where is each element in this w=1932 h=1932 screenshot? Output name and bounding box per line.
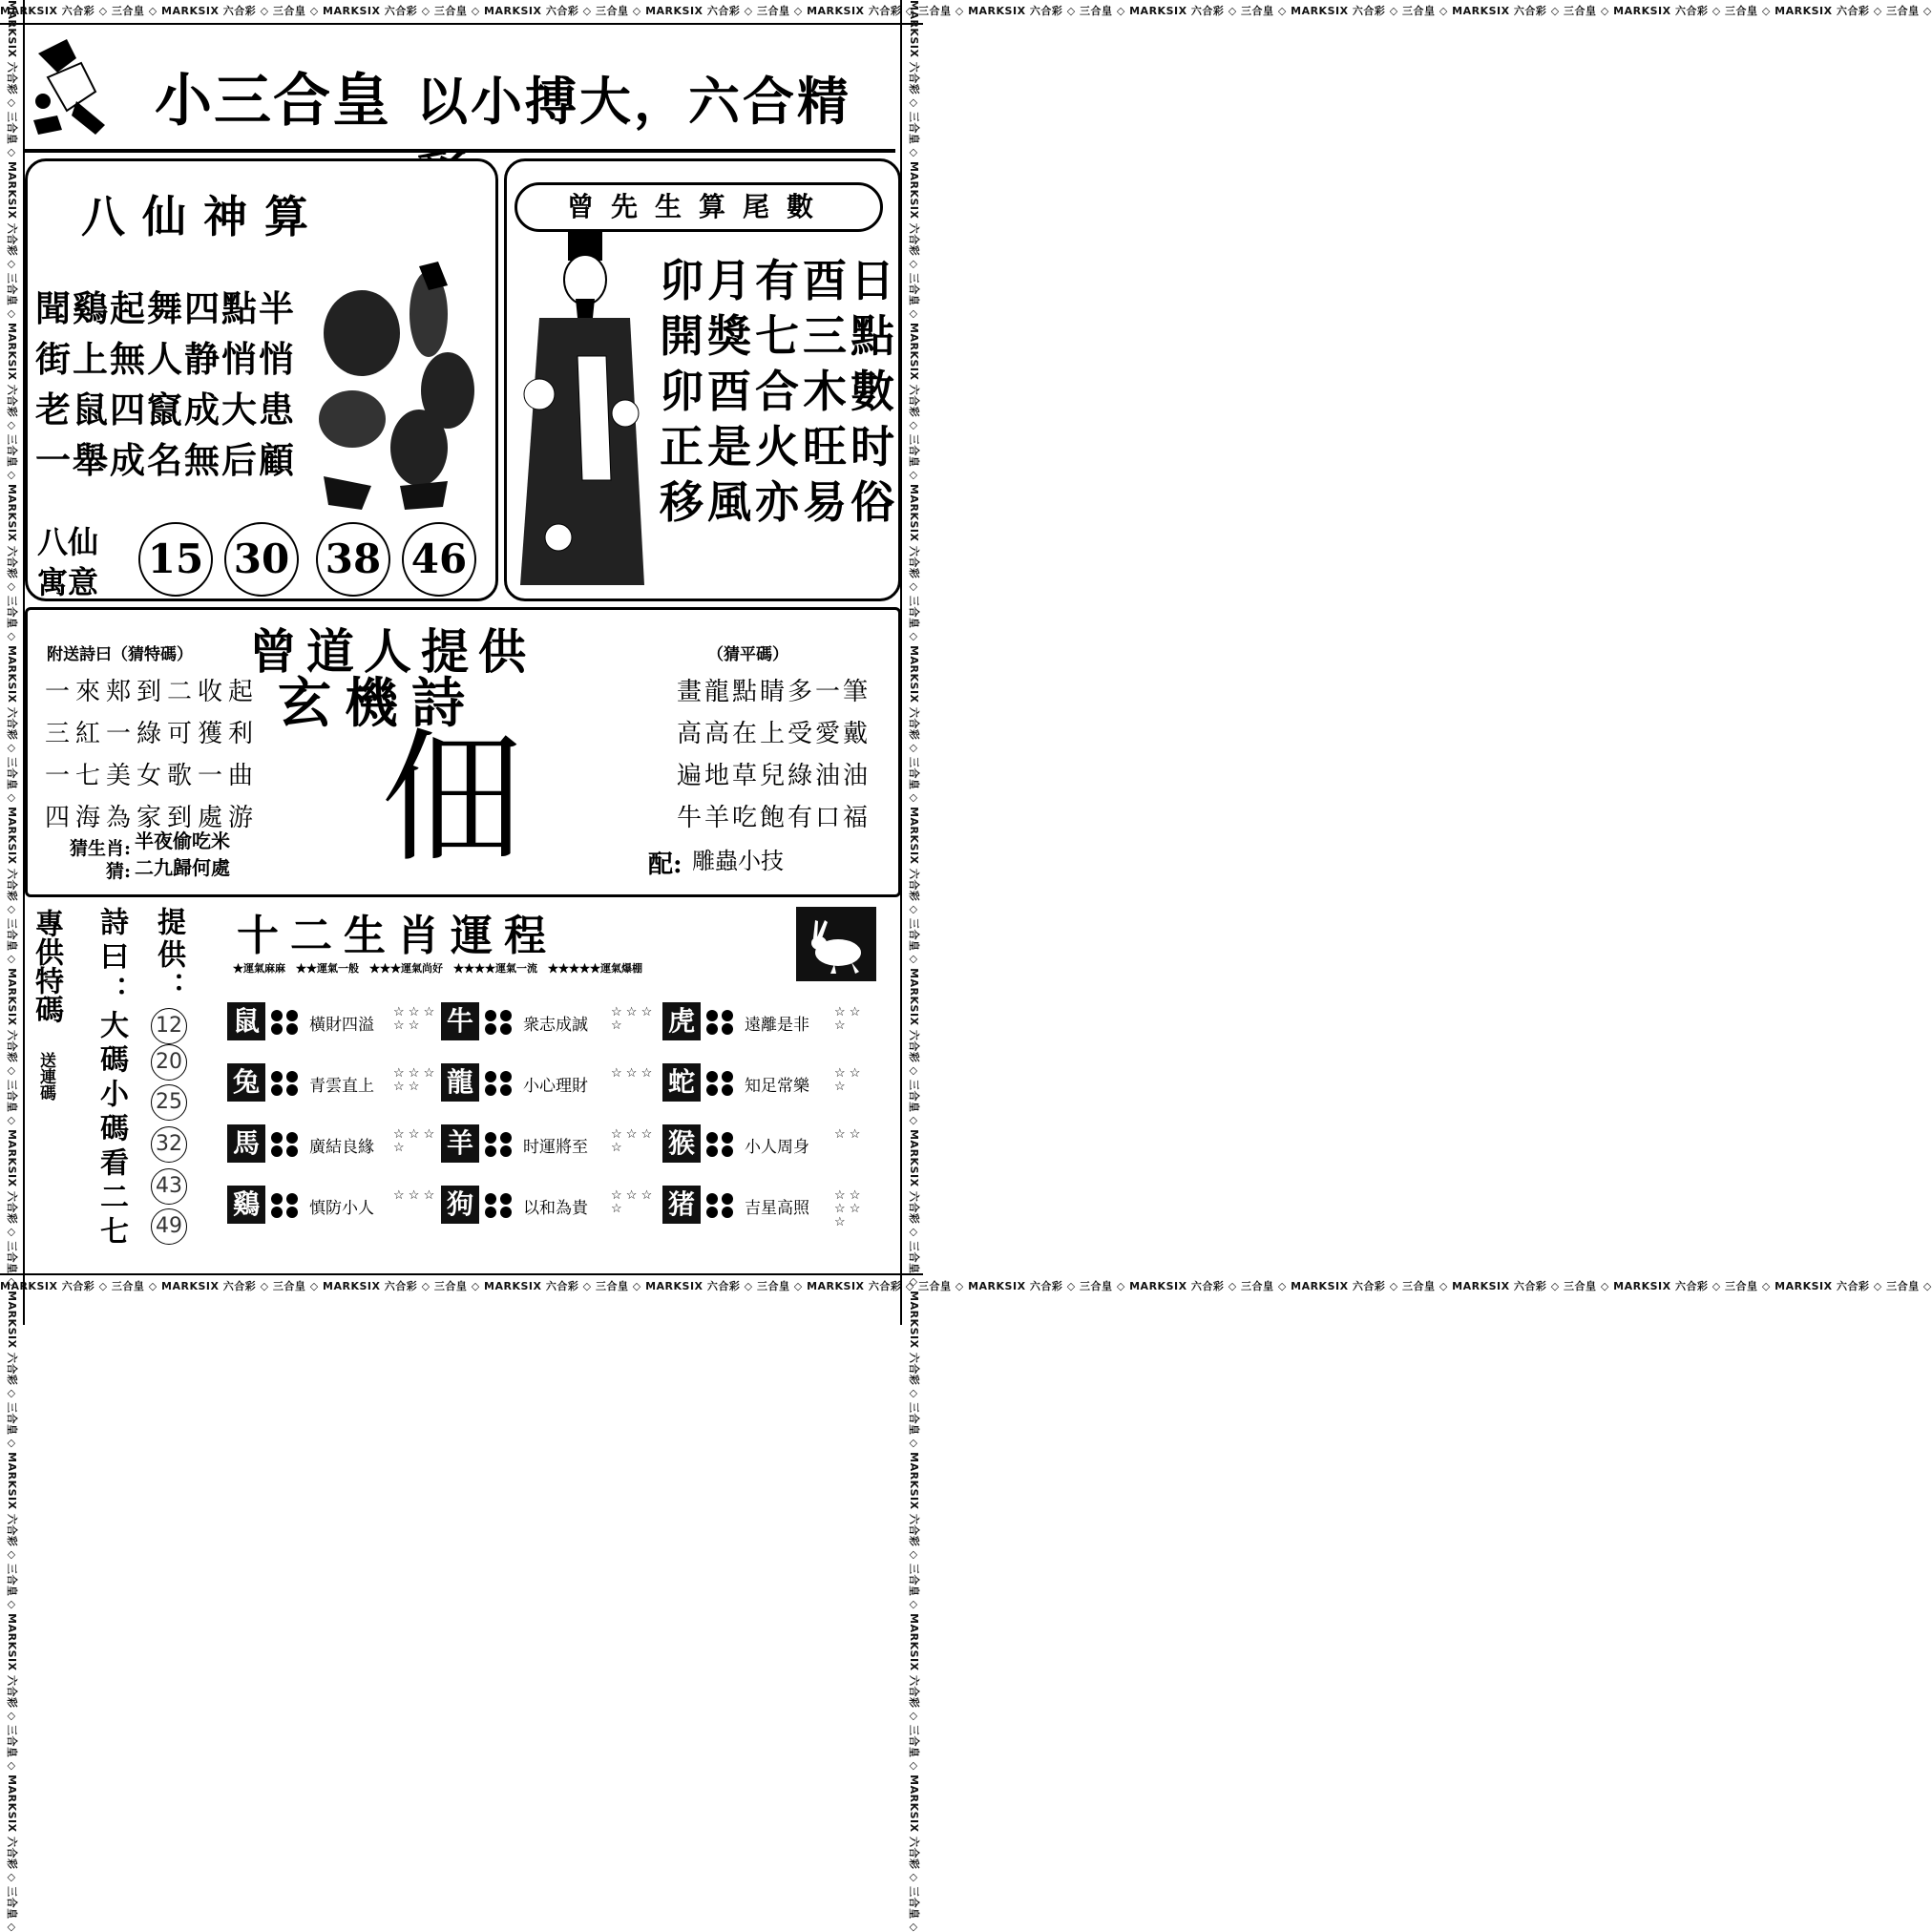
eight-immortals-illustration xyxy=(304,257,486,514)
code-number: 43 xyxy=(151,1168,187,1205)
rabbit-illustration xyxy=(796,907,876,981)
zodiac-animal: 虎 xyxy=(662,1002,701,1040)
star-rating: ☆ ☆ ☆ ☆ ☆ xyxy=(393,1066,435,1094)
guess-labels xyxy=(60,837,131,883)
poem-line: 移風亦易俗 xyxy=(660,476,898,528)
label-line: 寓意 xyxy=(37,564,99,600)
number-balls-icon xyxy=(483,1191,515,1220)
fortune-text: 青雲直上 xyxy=(309,1077,374,1096)
number-balls-icon xyxy=(483,1008,515,1037)
poem-line: 正是火旺时 xyxy=(660,421,898,472)
code-number: 12 xyxy=(151,1008,187,1044)
code-number: 20 xyxy=(151,1044,187,1081)
mid-heading-line1: 曾道人提供 xyxy=(249,624,536,680)
number-balls-icon xyxy=(704,1069,737,1098)
zodiac-animal: 牛 xyxy=(441,1002,479,1040)
poem-line: 畫龍點睛多一筆 xyxy=(677,678,872,706)
panel-title-pill: 曾先生算尾數 xyxy=(514,182,883,232)
match-text: 雕蟲小技 xyxy=(692,848,784,874)
lucky-number: 15 xyxy=(138,522,213,597)
fortune-text: 知足常樂 xyxy=(745,1077,809,1096)
fortune-text: 廣結良緣 xyxy=(309,1138,374,1157)
zodiac-animal: 猴 xyxy=(662,1124,701,1163)
special-code-label: 附送詩曰（猜特碼） xyxy=(47,645,193,664)
zodiac-animal: 狗 xyxy=(441,1186,479,1224)
poem-line: 一舉成名無后顧 xyxy=(35,439,296,481)
eight-immortals-panel xyxy=(25,158,498,601)
star-rating: ☆ ☆ ☆ ☆ xyxy=(611,1188,653,1216)
number-balls-icon xyxy=(483,1069,515,1098)
guess-text: 二九歸何處 xyxy=(135,856,230,879)
regular-code-poem xyxy=(677,671,871,839)
poem-line: 高高在上受愛戴 xyxy=(677,720,872,748)
number-balls-icon xyxy=(483,1130,515,1159)
zodiac-animal: 龍 xyxy=(441,1063,479,1102)
poem-line: 卯月有酉日 xyxy=(660,255,898,306)
poem-line: 街上無人静悄悄 xyxy=(35,338,296,380)
lucky-number: 46 xyxy=(402,522,476,597)
star-rating: ☆ ☆ ☆ ☆ ☆ xyxy=(393,1005,435,1033)
poem-line: 牛羊吃飽有口福 xyxy=(677,804,872,832)
lucky-number: 38 xyxy=(316,522,390,597)
poem-line: 三紅一綠可獲利 xyxy=(45,720,260,748)
guess-texts xyxy=(135,828,230,881)
zodiac-animal: 猪 xyxy=(662,1186,701,1224)
star-rating: ☆ ☆ ☆ xyxy=(611,1066,653,1081)
number-balls-icon xyxy=(704,1191,737,1220)
code-number: 49 xyxy=(151,1208,187,1245)
star-rating: ☆ ☆ ☆ ☆ ☆ xyxy=(834,1188,861,1229)
poem-line: 一七美女歌一曲 xyxy=(45,762,260,790)
mascot-illustration xyxy=(29,34,120,139)
zodiac-animal: 蛇 xyxy=(662,1063,701,1102)
poem-vertical: 詩曰：大碼小碼看二七 xyxy=(94,907,128,1250)
fortune-text: 时運將至 xyxy=(523,1138,588,1157)
top-border-strip: MARKSIX 六合彩 ◇ 三合皇 ◇ MARKSIX 六合彩 ◇ 三合皇 ◇ MARKSIX 六合彩 ◇ 三合皇 ◇ MARKSIX 六合彩 ◇ 三合皇 ◇ MARKSIX 六合彩 ◇ 三合皇 ◇ MARKSIX 六合彩 ◇ 三合皇 ◇ MARKSIX 六合彩 ◇ 三合皇 ◇ MARKSIX 六合彩 ◇ 三合皇 ◇ MARKSIX 六合彩 ◇ 三合皇 ◇ MARKSIX 六合彩 ◇ 三合皇 ◇ MARKSIX 六合彩 ◇ 三合皇 ◇ MARKSIX 六合彩 ◇ 三合皇 ◇ xyxy=(0,0,923,25)
provide-vertical: 提供： xyxy=(152,907,185,1004)
star-rating: ☆ ☆ ☆ xyxy=(834,1005,861,1033)
number-balls-icon xyxy=(269,1008,302,1037)
fortune-text: 小心理財 xyxy=(523,1077,588,1096)
poem-line: 卯酉合木數 xyxy=(660,366,898,417)
star-rating: ☆ ☆ xyxy=(834,1127,861,1142)
guess-zodiac-label: 猜生肖: xyxy=(69,838,131,859)
zodiac-animal: 鷄 xyxy=(227,1186,265,1224)
left-border-strip xyxy=(0,0,25,1932)
poem-line: 一來郏到二收起 xyxy=(45,678,260,706)
poem-line: 遍地草兒綠油油 xyxy=(677,762,872,790)
header-banner xyxy=(25,27,895,153)
zodiac-animal: 鼠 xyxy=(227,1002,265,1040)
sage-illustration xyxy=(511,232,654,595)
code-number: 25 xyxy=(151,1084,187,1121)
guess-zodiac-text: 半夜偷吃米 xyxy=(135,830,230,852)
header-title: 小三合皇 xyxy=(155,68,391,135)
tail-number-poem xyxy=(660,253,898,530)
fortune-text: 小人周身 xyxy=(745,1138,809,1157)
left-border-text: MARKSIX 六合彩 ◇ 三合皇 ◇ MARKSIX 六合彩 ◇ 三合皇 ◇ MARKSIX 六合彩 ◇ 三合皇 ◇ MARKSIX 六合彩 ◇ 三合皇 ◇ MARKSIX 六合彩 ◇ 三合皇 ◇ MARKSIX 六合彩 ◇ 三合皇 ◇ MARKSIX 六合彩 ◇ 三合皇 ◇ MARKSIX 六合彩 ◇ 三合皇 ◇ MARKSIX 六合彩 ◇ 三合皇 ◇ MARKSIX 六合彩 ◇ 三合皇 ◇ MARKSIX 六合彩 ◇ 三合皇 ◇ MARKSIX 六合彩 ◇ 三合皇 ◇ xyxy=(6,0,18,1932)
poem-line: 聞鷄起舞四點半 xyxy=(35,287,296,329)
fortune-text: 吉星高照 xyxy=(745,1199,809,1218)
mystery-character: 佃 xyxy=(381,716,525,882)
consecutive-code-vertical: 送連碼 xyxy=(36,1052,55,1101)
star-rating: ☆ ☆ ☆ ☆ xyxy=(393,1127,435,1155)
zodiac-animal: 馬 xyxy=(227,1124,265,1163)
number-balls-icon xyxy=(704,1130,737,1159)
fortune-text: 衆志成誠 xyxy=(523,1016,588,1035)
zodiac-animal: 兔 xyxy=(227,1063,265,1102)
poem-line: 開獎七三點 xyxy=(660,310,898,362)
star-rating: ☆ ☆ ☆ xyxy=(393,1188,435,1203)
match-label: 配: xyxy=(648,850,682,879)
special-code-poem xyxy=(45,671,259,839)
mid-heading-line2: 玄機詩 xyxy=(278,673,478,735)
panel-title: 八仙神算 xyxy=(81,191,326,242)
header-slogan: 以小搏大，六合精 xyxy=(416,72,851,132)
regular-code-label: （猜平碼） xyxy=(707,645,788,664)
zodiac-fortune-title: 十二生肖運程 xyxy=(237,912,557,960)
star-rating: ☆ ☆ ☆ ☆ xyxy=(611,1127,653,1155)
fortune-text: 遠離是非 xyxy=(745,1016,809,1035)
guess-label: 猜: xyxy=(105,861,131,882)
zodiac-animal: 羊 xyxy=(441,1124,479,1163)
lucky-number: 30 xyxy=(224,522,299,597)
poem-line: 四海為家到處游 xyxy=(45,804,260,832)
fortune-text: 以和為貴 xyxy=(523,1199,588,1218)
fortune-text: 慎防小人 xyxy=(309,1199,374,1218)
bottom-border-strip: MARKSIX 六合彩 ◇ 三合皇 ◇ MARKSIX 六合彩 ◇ 三合皇 ◇ MARKSIX 六合彩 ◇ 三合皇 ◇ MARKSIX 六合彩 ◇ 三合皇 ◇ MARKSIX 六合彩 ◇ 三合皇 ◇ MARKSIX 六合彩 ◇ 三合皇 ◇ MARKSIX 六合彩 ◇ 三合皇 ◇ MARKSIX 六合彩 ◇ 三合皇 ◇ MARKSIX 六合彩 ◇ 三合皇 ◇ MARKSIX 六合彩 ◇ 三合皇 ◇ MARKSIX 六合彩 ◇ 三合皇 ◇ MARKSIX 六合彩 ◇ 三合皇 ◇ xyxy=(0,1273,923,1298)
poem-line: 老鼠四竄成大患 xyxy=(35,388,296,430)
fortune-text: 橫財四溢 xyxy=(309,1016,374,1035)
mr-tsang-panel xyxy=(504,158,901,601)
immortals-poem xyxy=(35,284,296,486)
number-balls-icon xyxy=(269,1069,302,1098)
number-balls-icon xyxy=(269,1191,302,1220)
star-rating: ☆ ☆ ☆ xyxy=(834,1066,861,1094)
code-number: 32 xyxy=(151,1126,187,1163)
right-border-text: MARKSIX 六合彩 ◇ 三合皇 ◇ MARKSIX 六合彩 ◇ 三合皇 ◇ MARKSIX 六合彩 ◇ 三合皇 ◇ MARKSIX 六合彩 ◇ 三合皇 ◇ MARKSIX 六合彩 ◇ 三合皇 ◇ MARKSIX 六合彩 ◇ 三合皇 ◇ MARKSIX 六合彩 ◇ 三合皇 ◇ MARKSIX 六合彩 ◇ 三合皇 ◇ MARKSIX 六合彩 ◇ 三合皇 ◇ MARKSIX 六合彩 ◇ 三合皇 ◇ MARKSIX 六合彩 ◇ 三合皇 ◇ MARKSIX 六合彩 ◇ 三合皇 ◇ xyxy=(908,0,920,1932)
immortals-label xyxy=(37,522,98,602)
special-code-vertical: 專供特碼 xyxy=(30,909,63,1023)
number-balls-icon xyxy=(704,1008,737,1037)
star-rating: ☆ ☆ ☆ ☆ xyxy=(611,1005,653,1033)
mystery-poem-section xyxy=(25,607,901,897)
number-balls-icon xyxy=(269,1130,302,1159)
right-border-strip xyxy=(900,0,925,1932)
label-line: 八仙 xyxy=(37,524,99,560)
star-legend: ★運氣麻麻 ★★運氣一般 ★★★運氣尚好 ★★★★運氣一流 ★★★★★運氣爆棚 xyxy=(233,962,642,975)
